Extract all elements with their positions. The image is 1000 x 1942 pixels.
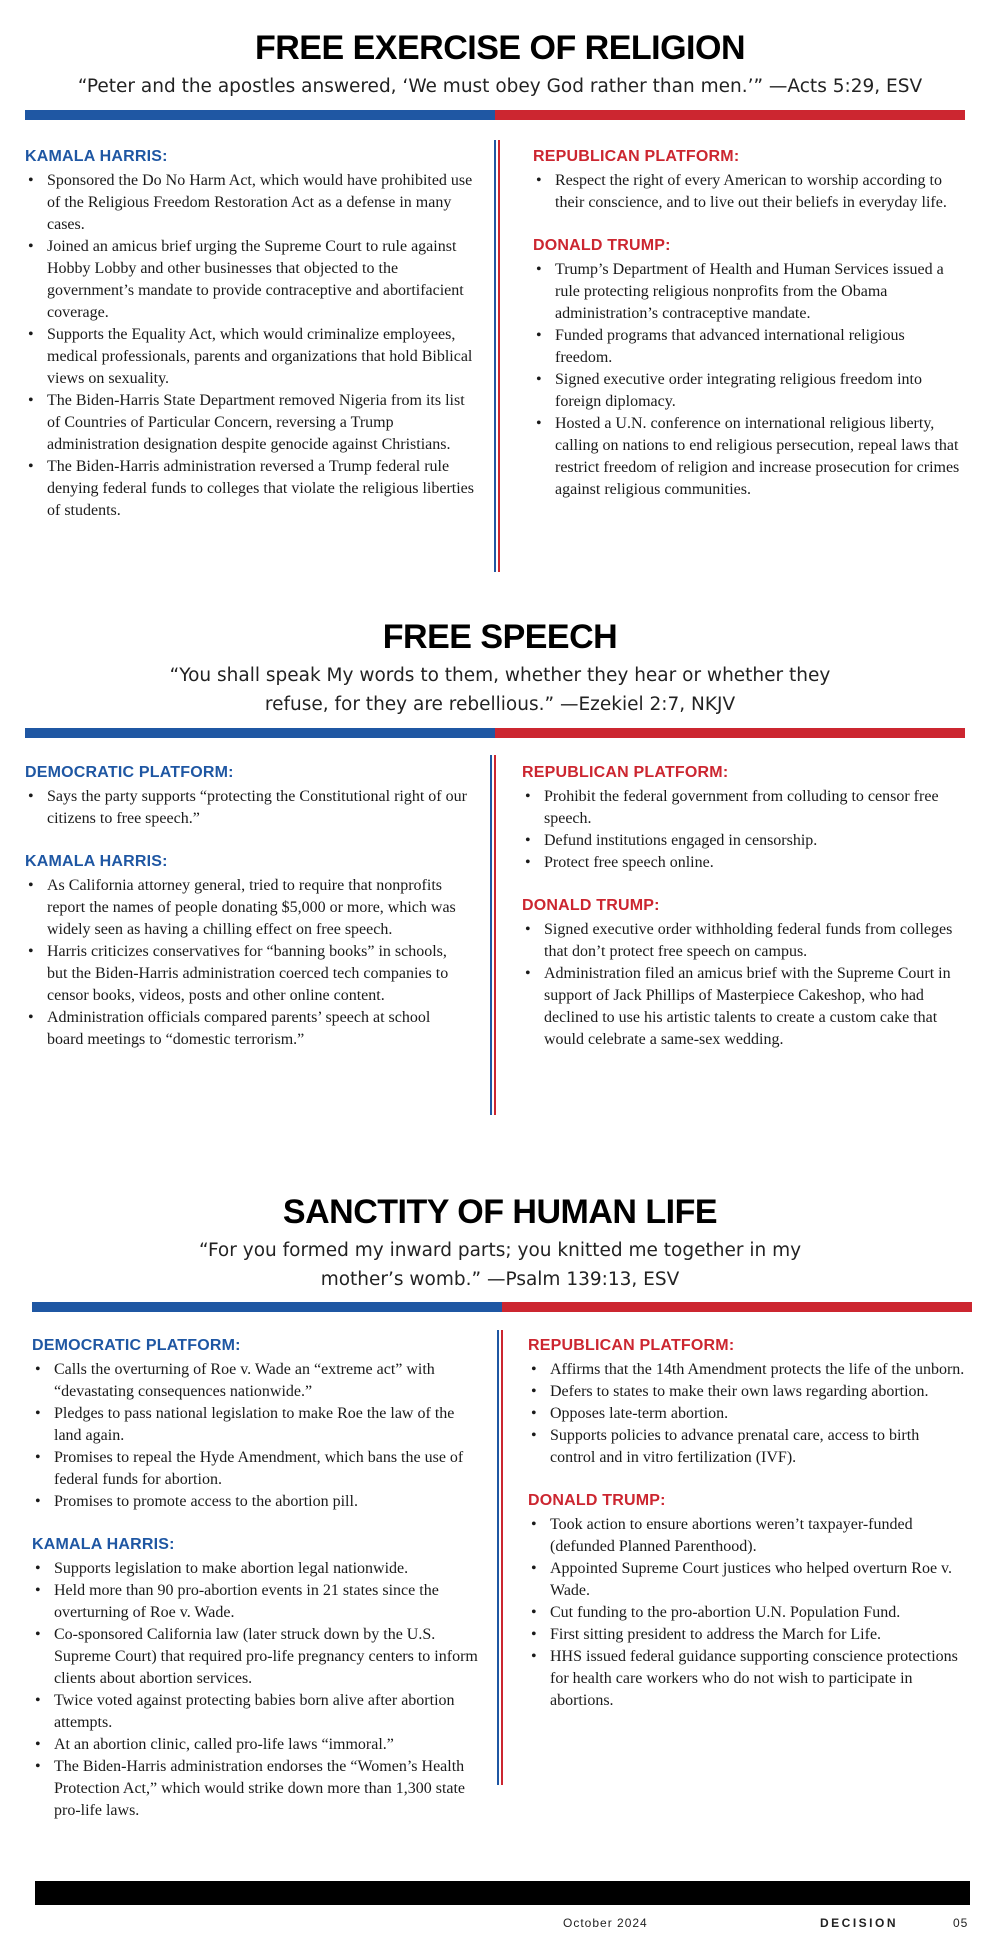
section-free-exercise: [25, 28, 975, 101]
list-item: • First sitting president to address the March for Life.: [528, 1624, 968, 1646]
list-item: • Cut funding to the pro-abortion U.N. Population Fund.: [528, 1602, 968, 1624]
bullet-list: [25, 875, 470, 1051]
list-item: • The Biden-Harris administration reversed a Trump federal rule denying federal funds to colleges that violate the religious liberties of students.: [25, 456, 475, 522]
section-verse: “You shall speak My words to them, whether they hear or whether they refuse, for they are rebellious.” —Ezekiel 2:7, NKJV: [169, 665, 831, 715]
list-item: • Supports policies to advance prenatal care, access to birth control and in vitro fertilization (IVF).: [528, 1425, 968, 1469]
list-item: • Joined an amicus brief urging the Supreme Court to rule against Hobby Lobby and other businesses that objected to the government’s mandate to provide contraceptive and abortifacient coverage.: [25, 236, 475, 324]
bullet-list: [533, 259, 963, 501]
footer-bar: [35, 1881, 970, 1905]
footer-brand: DECISION: [820, 1916, 899, 1930]
left-column: [25, 147, 475, 544]
list-item: • Protect free speech online.: [522, 852, 962, 874]
group-heading: DONALD TRUMP:: [533, 237, 671, 254]
section-rule: [32, 1302, 972, 1312]
list-item: • Prohibit the federal government from colluding to censor free speech.: [522, 786, 962, 830]
bullet-list: [25, 786, 470, 830]
list-item: • The Biden-Harris administration endorses the “Women’s Health Protection Act,” which would strike down more than 1,300 state pro-life laws.: [32, 1756, 482, 1822]
column-divider: [494, 140, 500, 572]
list-item: • Trump’s Department of Health and Human Services issued a rule protecting religious nonprofits from the Obama administration’s contraceptive mandate.: [533, 259, 963, 325]
group-heading: REPUBLICAN PLATFORM:: [528, 1337, 735, 1354]
list-item: • Hosted a U.N. conference on international religious liberty, calling on nations to end religious persecution, repeal laws that restrict freedom of religion and increase prosecution for crimes against religious communities.: [533, 413, 963, 501]
bullet-list: [533, 170, 963, 214]
list-item: • Harris criticizes conservatives for “banning books” in schools, but the Biden-Harris administration coerced tech companies to censor books, videos, posts and other online content.: [25, 941, 470, 1007]
list-item: • Opposes late-term abortion.: [528, 1403, 968, 1425]
section-verse: “For you formed my inward parts; you knitted me together in my mother’s womb.” —Psalm 139:13, ESV: [198, 1240, 802, 1290]
group-heading: KAMALA HARRIS:: [25, 853, 168, 870]
list-item: • Says the party supports “protecting the Constitutional right of our citizens to free speech.”: [25, 786, 470, 830]
group-heading: DEMOCRATIC PLATFORM:: [32, 1337, 241, 1354]
list-item: • Defers to states to make their own laws regarding abortion.: [528, 1381, 968, 1403]
list-item: • Twice voted against protecting babies born alive after abortion attempts.: [32, 1690, 482, 1734]
list-item: • Held more than 90 pro-abortion events in 21 states since the overturning of Roe v. Wade.: [32, 1580, 482, 1624]
list-item: • The Biden-Harris State Department removed Nigeria from its list of Countries of Particular Concern, reversing a Trump administration designation despite genocide against Christians.: [25, 390, 475, 456]
bullet-list: [25, 170, 475, 522]
bullet-list: [32, 1558, 482, 1822]
section-free-speech: [25, 617, 975, 719]
group-heading: DONALD TRUMP:: [528, 1492, 666, 1509]
right-column: [522, 763, 962, 1073]
section-sanctity-of-life: [25, 1192, 975, 1294]
list-item: • As California attorney general, tried to require that nonprofits report the names of people donating $5,000 or more, which was widely seen as having a chilling effect on free speech.: [25, 875, 470, 941]
list-item: • Took action to ensure abortions weren’t taxpayer-funded (defunded Planned Parenthood).: [528, 1514, 968, 1558]
page-number: 05: [953, 1916, 969, 1930]
footer-date: October 2024: [563, 1916, 648, 1930]
left-column: [25, 763, 470, 1073]
list-item: • Supports legislation to make abortion legal nationwide.: [32, 1558, 482, 1580]
list-item: • Promises to promote access to the abortion pill.: [32, 1491, 482, 1513]
list-item: • HHS issued federal guidance supporting conscience protections for health care workers who do not wish to participate in abortions.: [528, 1646, 968, 1712]
list-item: • Signed executive order withholding federal funds from colleges that don’t protect free speech on campus.: [522, 919, 962, 963]
list-item: • Affirms that the 14th Amendment protects the life of the unborn.: [528, 1359, 968, 1381]
list-item: • Pledges to pass national legislation to make Roe the law of the land again.: [32, 1403, 482, 1447]
bullet-list: [522, 919, 962, 1051]
bullet-list: [522, 786, 962, 874]
section-verse: “Peter and the apostles answered, ‘We must obey God rather than men.’” —Acts 5:29, ESV: [77, 76, 923, 97]
list-item: • At an abortion clinic, called pro-life laws “immoral.”: [32, 1734, 482, 1756]
right-column: [528, 1336, 968, 1734]
bullet-list: [528, 1359, 968, 1469]
group-heading: DONALD TRUMP:: [522, 897, 660, 914]
list-item: • Supports the Equality Act, which would criminalize employees, medical professionals, parents and organizations that hold Biblical views on sexuality.: [25, 324, 475, 390]
list-item: • Administration officials compared parents’ speech at school board meetings to “domestic terrorism.”: [25, 1007, 470, 1051]
list-item: • Funded programs that advanced international religious freedom.: [533, 325, 963, 369]
list-item: • Signed executive order integrating religious freedom into foreign diplomacy.: [533, 369, 963, 413]
list-item: • Promises to repeal the Hyde Amendment, which bans the use of federal funds for abortion.: [32, 1447, 482, 1491]
group-heading: REPUBLICAN PLATFORM:: [522, 764, 729, 781]
section-title: SANCTITY OF HUMAN LIFE: [282, 1193, 718, 1231]
right-column: [533, 147, 963, 523]
list-item: • Defund institutions engaged in censorship.: [522, 830, 962, 852]
bullet-list: [528, 1514, 968, 1712]
section-title: FREE SPEECH: [382, 618, 618, 656]
section-rule: [25, 728, 965, 738]
column-divider: [497, 1330, 503, 1785]
list-item: • Appointed Supreme Court justices who helped overturn Roe v. Wade.: [528, 1558, 968, 1602]
column-divider: [490, 755, 496, 1115]
section-title: FREE EXERCISE OF RELIGION: [254, 29, 745, 67]
list-item: • Calls the overturning of Roe v. Wade an “extreme act” with “devastating consequences nationwide.”: [32, 1359, 482, 1403]
group-heading: KAMALA HARRIS:: [25, 148, 168, 165]
list-item: • Respect the right of every American to worship according to their conscience, and to live out their beliefs in everyday life.: [533, 170, 963, 214]
list-item: • Sponsored the Do No Harm Act, which would have prohibited use of the Religious Freedom Restoration Act as a defense in many cases.: [25, 170, 475, 236]
group-heading: KAMALA HARRIS:: [32, 1536, 175, 1553]
bullet-list: [32, 1359, 482, 1513]
list-item: • Administration filed an amicus brief with the Supreme Court in support of Jack Phillips of Masterpiece Cakeshop, who had declined to use his artistic talents to create a custom cake that would celebrate a same-sex wedding.: [522, 963, 962, 1051]
group-heading: REPUBLICAN PLATFORM:: [533, 148, 740, 165]
list-item: • Co-sponsored California law (later struck down by the U.S. Supreme Court) that required pro-life pregnancy centers to inform clients about abortion services.: [32, 1624, 482, 1690]
group-heading: DEMOCRATIC PLATFORM:: [25, 764, 234, 781]
left-column: [32, 1336, 482, 1844]
section-rule: [25, 110, 965, 120]
